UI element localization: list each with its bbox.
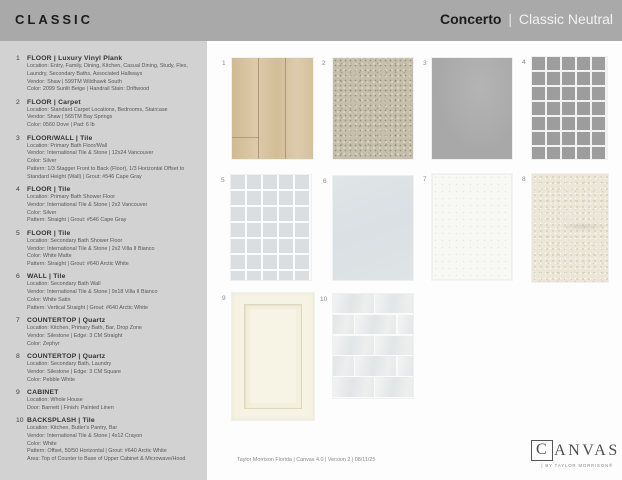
spec-detail-line: Vendor: International Tile & Stone | 2x2 Vancouver bbox=[27, 201, 148, 208]
spec-item-details bbox=[27, 425, 200, 464]
spec-detail-line: Location: Kitchen, Primary Bath, Bar, Drop Zone bbox=[27, 325, 143, 332]
tile bbox=[333, 336, 374, 355]
spec-detail-line: Vendor: International Tile & Stone | 12x24 Vancouver bbox=[27, 150, 154, 157]
spec-detail-line: Color: White Satin bbox=[27, 297, 71, 304]
spec-detail-line: Vendor: International Tile & Stone | 9x18 Villa II Bianco bbox=[27, 289, 158, 296]
logo-c-box: C bbox=[531, 440, 553, 461]
swatch-number: 2 bbox=[322, 60, 326, 67]
spec-item-details bbox=[27, 194, 200, 225]
spec-item-details bbox=[27, 107, 200, 130]
cabinet-door-panel bbox=[248, 308, 298, 405]
spec-item-body bbox=[27, 54, 200, 94]
spec-item bbox=[16, 134, 200, 182]
tile-row bbox=[333, 377, 413, 396]
swatch-number: 7 bbox=[423, 176, 427, 183]
spec-item-number: 6 bbox=[16, 273, 20, 281]
spec-item-body bbox=[27, 98, 200, 130]
tile bbox=[333, 294, 374, 313]
spec-detail-line: Pattern: Straight | Grout: #640 Arctic White bbox=[27, 261, 129, 268]
canvas-logo-wordmark bbox=[531, 440, 620, 461]
tile bbox=[398, 315, 413, 334]
spec-detail-line: Pattern: Offset, 50/50 Horizontal | Grout: #640 Arctic White bbox=[27, 448, 167, 455]
spec-item-number: 5 bbox=[16, 229, 20, 237]
spec-detail-line: Color: Pebble White bbox=[27, 376, 75, 383]
spec-item-number: 10 bbox=[16, 417, 24, 424]
spec-item-title: FLOOR/WALL | Tile bbox=[27, 134, 93, 142]
spec-item-details bbox=[27, 63, 200, 94]
tile bbox=[375, 377, 413, 396]
swatch-luxury-vinyl-plank bbox=[232, 58, 313, 159]
swatch-quartz-pebble-white bbox=[532, 174, 608, 282]
spec-item-body bbox=[27, 272, 200, 312]
collection-name: Concerto bbox=[439, 11, 502, 27]
title-divider: | bbox=[508, 11, 512, 27]
spec-detail-line: Color: White bbox=[27, 440, 57, 447]
spec-detail-line: Location: Secondary Bath Wall bbox=[27, 281, 101, 288]
spec-detail-line: Location: Standard Carpet Locations, Bedrooms, Staircase bbox=[27, 106, 168, 113]
tile-row bbox=[333, 315, 413, 334]
swatch-number: 5 bbox=[221, 177, 225, 184]
spec-item bbox=[16, 98, 200, 130]
spec-detail-line: Location: Entry, Family, Dining, Kitchen, Casual Dining, Study, Flex, Laundry, Secondary Baths, Associated Hallways bbox=[27, 63, 188, 77]
swatch-number: 3 bbox=[423, 60, 427, 67]
spec-item-number: 9 bbox=[16, 388, 20, 396]
spec-item-body bbox=[27, 352, 200, 384]
swatch-number: 6 bbox=[323, 178, 327, 185]
logo-rest: ANVAS bbox=[554, 441, 620, 459]
spec-item-number: 2 bbox=[16, 98, 20, 106]
spec-item bbox=[16, 388, 200, 413]
tile bbox=[375, 336, 413, 355]
collection-title bbox=[440, 11, 613, 27]
spec-item-details bbox=[27, 238, 200, 269]
swatch-number: 9 bbox=[222, 295, 226, 302]
spec-item-title: FLOOR | Tile bbox=[27, 229, 71, 237]
spec-detail-line: Color: Zephyr bbox=[27, 340, 60, 347]
spec-detail-line: Location: Secondary Bath Shower Floor bbox=[27, 237, 123, 244]
tile-row bbox=[333, 356, 413, 375]
spec-item-title: FLOOR | Carpet bbox=[27, 98, 81, 106]
spec-detail-line: Vendor: Silestone | Edge: 3 CM Straight bbox=[27, 332, 123, 339]
swatch-number: 8 bbox=[522, 176, 526, 183]
tile bbox=[333, 315, 354, 334]
spec-detail-line: Door: Barnett | Finish: Painted Linen bbox=[27, 404, 114, 411]
tile-row bbox=[333, 336, 413, 355]
spec-item-title: CABINET bbox=[27, 388, 59, 396]
spec-detail-line: Vendor: Shaw | 599TM Wildhawk South bbox=[27, 78, 122, 85]
brand-title: CLASSIC bbox=[15, 12, 94, 27]
spec-item-body bbox=[27, 185, 200, 225]
spec-item-number: 1 bbox=[16, 55, 20, 62]
spec-item-body bbox=[27, 388, 200, 413]
spec-detail-line: Location: Primary Bath Floor/Wall bbox=[27, 142, 108, 149]
spec-item bbox=[16, 316, 200, 348]
spec-detail-line: Area: Top of Counter to Base of Upper Cabinet & Microwave/Hood bbox=[27, 456, 186, 463]
spec-item-body bbox=[27, 134, 200, 182]
spec-detail-line: Vendor: Silestone | Edge: 3 CM Square bbox=[27, 368, 121, 375]
spec-item bbox=[16, 185, 200, 225]
spec-item-details bbox=[27, 143, 200, 182]
spec-item-details bbox=[27, 397, 200, 413]
spec-item-title: COUNTERTOP | Quartz bbox=[27, 317, 106, 325]
header-band bbox=[0, 0, 622, 41]
spec-item-number: 8 bbox=[16, 353, 20, 361]
spec-item-title: FLOOR | Tile bbox=[27, 186, 71, 194]
tile bbox=[355, 315, 396, 334]
spec-item-details bbox=[27, 361, 200, 384]
spec-item-title: WALL | Tile bbox=[27, 273, 66, 281]
canvas-logo bbox=[531, 440, 620, 468]
spec-detail-line: Color: White Matte bbox=[27, 253, 72, 260]
swatch-tile-villa-bianco-2x2 bbox=[231, 175, 311, 280]
tile-row bbox=[333, 294, 413, 313]
swatch-tile-vancouver-2x2 bbox=[532, 57, 607, 159]
footer-credit: Taylor Morrison Florida | Canvas 4.0 | Version 2 | 08/11/25 bbox=[237, 457, 376, 463]
spec-item-number: 4 bbox=[16, 186, 20, 194]
spec-detail-line: Vendor: International Tile & Stone | 4x12 Crayon bbox=[27, 432, 143, 439]
spec-detail-line: Pattern: Vertical Straight | Grout: #640 Arctic White bbox=[27, 304, 148, 311]
spec-item-number: 7 bbox=[16, 317, 20, 325]
spec-item-title: COUNTERTOP | Quartz bbox=[27, 353, 106, 361]
spec-item-body bbox=[27, 416, 200, 464]
spec-item-body bbox=[27, 316, 200, 348]
spec-item bbox=[16, 229, 200, 269]
spec-detail-line: Vendor: Shaw | 565TM Bay Springs bbox=[27, 114, 113, 121]
swatch-tile-villa-bianco-9x18 bbox=[333, 176, 413, 280]
spec-item-title: BACKSPLASH | Tile bbox=[27, 417, 95, 424]
swatch-backsplash-subway-tile bbox=[333, 294, 413, 398]
spec-item-title: FLOOR | Luxury Vinyl Plank bbox=[27, 55, 123, 62]
spec-item bbox=[16, 272, 200, 312]
swatch-tile-vancouver-12x24 bbox=[432, 58, 512, 159]
tile bbox=[333, 377, 374, 396]
swatch-cabinet-door bbox=[232, 293, 314, 420]
spec-detail-line: Pattern: Straight | Grout: #546 Cape Gray bbox=[27, 217, 127, 224]
spec-detail-line: Vendor: International Tile & Stone | 2x2 Villa II Bianco bbox=[27, 245, 155, 252]
tile bbox=[375, 294, 413, 313]
spec-detail-line: Color: Silver bbox=[27, 158, 57, 165]
spec-item-number: 3 bbox=[16, 134, 20, 142]
swatch-carpet bbox=[333, 58, 413, 159]
spec-detail-line: Color: 2099 Sunlit Beige | Handrail Stain: Driftwood bbox=[27, 86, 150, 93]
spec-detail-line: Pattern: 1/3 Stagger Front to Back (Floor), 1/3 Horizontal Offset to Standard Height (Wall) | Grout: #546 Cape Gray bbox=[27, 165, 185, 180]
tile bbox=[333, 356, 354, 375]
spec-detail-line: Color: Silver bbox=[27, 209, 57, 216]
spec-list bbox=[16, 54, 200, 467]
spec-detail-line: Location: Secondary Bath, Laundry bbox=[27, 361, 112, 368]
spec-detail-line: Color: 0560 Dove | Pad: 6 lb bbox=[27, 122, 95, 129]
spec-detail-line: Location: Primary Bath Shower Floor bbox=[27, 194, 116, 201]
palette-name: Classic Neutral bbox=[518, 11, 613, 27]
spec-detail-line: Location: Kitchen, Butler's Pantry, Bar bbox=[27, 425, 118, 431]
watermark-smudge bbox=[559, 222, 607, 231]
swatch-number: 10 bbox=[320, 296, 328, 303]
spec-detail-line: Location: Whole House bbox=[27, 396, 83, 403]
spec-item bbox=[16, 416, 200, 464]
swatch-number: 1 bbox=[222, 60, 226, 67]
tile bbox=[355, 356, 396, 375]
spec-item bbox=[16, 352, 200, 384]
swatch-number: 4 bbox=[522, 59, 526, 66]
spec-item bbox=[16, 54, 200, 94]
spec-item-details bbox=[27, 281, 200, 312]
spec-item-body bbox=[27, 229, 200, 269]
logo-tagline: | BY TAYLOR MORRISON® bbox=[541, 462, 613, 468]
spec-panel bbox=[0, 41, 207, 480]
swatch-quartz-zephyr bbox=[432, 174, 512, 280]
tile bbox=[398, 356, 413, 375]
spec-item-details bbox=[27, 325, 200, 348]
cabinet-door-frame bbox=[244, 304, 302, 409]
